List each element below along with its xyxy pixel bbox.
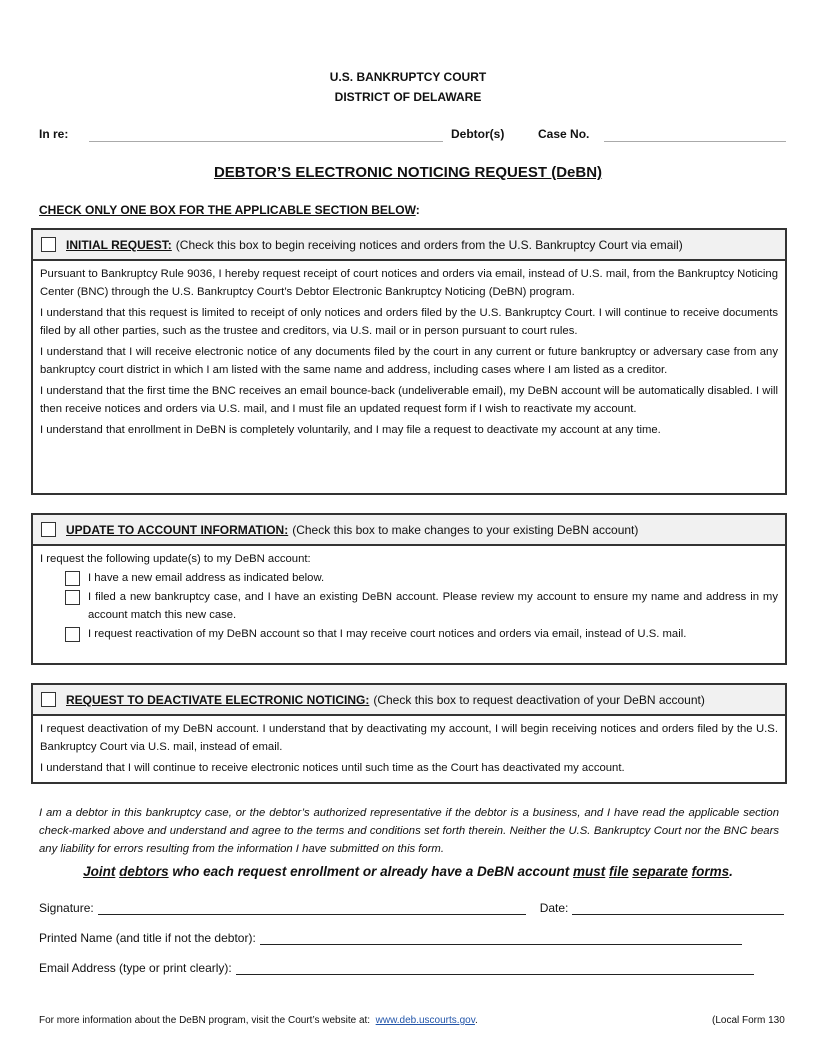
instruction bbox=[39, 203, 420, 217]
instruction-text: CHECK ONLY ONE BOX FOR THE APPLICABLE SECTION BELOW bbox=[39, 203, 416, 217]
deactivate-checkbox[interactable] bbox=[41, 692, 56, 707]
paragraph: I request deactivation of my DeBN account. I understand that by deactivating my account, I will begin receiving notices and orders filed by the U.S. Bankruptcy Court via U.S. mail, instead of email. bbox=[40, 723, 778, 753]
signature-row bbox=[39, 901, 784, 915]
initial-request-checkbox[interactable] bbox=[41, 237, 56, 252]
paragraph: I request the following update(s) to my DeBN account: bbox=[40, 553, 311, 565]
section-body bbox=[33, 716, 785, 786]
certification-text: I am a debtor in this bankruptcy case, or the debtor’s authorized representative if the debtor is a business, and I have read the applicable section check-marked above and understand and agree to the terms and conditions set forth therein. Neither the U.S. Bankruptcy Court nor the BNC bears any liability for errors resulting from the information I have submitted on this form. bbox=[39, 807, 779, 855]
debtors-label: Debtor(s) bbox=[451, 127, 505, 141]
case-no-field[interactable] bbox=[604, 141, 786, 142]
joint-word: file bbox=[609, 864, 629, 879]
court-name: U.S. BANKRUPTCY COURT bbox=[329, 70, 487, 84]
paragraph: Pursuant to Bankruptcy Rule 9036, I hereby request receipt of court notices and orders via email, instead of U.S. mail, from the Bankruptcy Noticing Center (BNC) through the U.S. Bankruptcy Court’s Debtor Electronic Bankruptcy Noticing (DeBN) program. bbox=[40, 268, 778, 298]
section-note: (Check this box to begin receiving notices and orders from the U.S. Bankruptcy Court via email) bbox=[175, 237, 683, 252]
date-field[interactable] bbox=[572, 903, 784, 915]
update-account-checkbox[interactable] bbox=[41, 522, 56, 537]
printed-name-label: Printed Name (and title if not the debtor): bbox=[39, 931, 256, 945]
joint-word: debtors bbox=[119, 864, 169, 879]
signature-label: Signature: bbox=[39, 901, 94, 915]
joint-word: separate bbox=[632, 864, 688, 879]
option-label: I have a new email address as indicated below. bbox=[88, 571, 325, 584]
printed-name-row bbox=[39, 931, 742, 945]
new-case-checkbox[interactable] bbox=[65, 590, 80, 605]
debtor-name-field[interactable] bbox=[89, 141, 443, 142]
footer-text: For more information about the DeBN program, visit the Court’s website at: bbox=[39, 1015, 371, 1026]
instruction-colon: : bbox=[415, 203, 420, 217]
footer-info bbox=[39, 1015, 478, 1026]
section-header bbox=[33, 685, 785, 716]
option-label: I request reactivation of my DeBN account so that I may receive court notices and orders via email, instead of U.S. mail. bbox=[88, 628, 687, 640]
joint-word: Joint bbox=[83, 864, 116, 879]
section-heading: REQUEST TO DEACTIVATE ELECTRONIC NOTICING: bbox=[66, 692, 370, 707]
new-email-checkbox[interactable] bbox=[65, 571, 80, 586]
case-no-label: Case No. bbox=[538, 127, 590, 141]
email-row bbox=[39, 961, 754, 975]
initial-request-section bbox=[31, 228, 787, 495]
printed-name-field[interactable] bbox=[260, 933, 742, 945]
paragraph: I understand that the first time the BNC receives an email bounce-back (undeliverable email), my DeBN account will be automatically disabled. I will then receive notices and orders via U.S. mail, and I must file an updated request form if I wish to reactivate my account. bbox=[40, 385, 778, 415]
paragraph: I understand that I will continue to receive electronic notices until such time as the Court has deactivated my account. bbox=[40, 762, 625, 774]
update-account-section bbox=[31, 513, 787, 665]
email-label: Email Address (type or print clearly): bbox=[39, 961, 232, 975]
date-label: Date: bbox=[539, 901, 569, 915]
section-heading: INITIAL REQUEST: bbox=[66, 237, 172, 252]
district-name: DISTRICT OF DELAWARE bbox=[334, 90, 482, 104]
option-label: I filed a new bankruptcy case, and I have an existing DeBN account. Please review my account to ensure my name and address in my account match this new case. bbox=[88, 591, 778, 621]
joint-text: who each request enrollment or already have a DeBN account bbox=[168, 864, 573, 879]
joint-end: . bbox=[729, 864, 733, 879]
update-option bbox=[40, 626, 778, 644]
email-field[interactable] bbox=[236, 963, 754, 975]
section-body bbox=[33, 546, 785, 650]
update-option bbox=[40, 589, 778, 624]
website-link[interactable]: www.deb.uscourts.gov bbox=[375, 1015, 475, 1026]
section-note: (Check this box to make changes to your existing DeBN account) bbox=[292, 522, 639, 537]
section-header bbox=[33, 515, 785, 546]
in-re-label: In re: bbox=[39, 127, 69, 141]
section-header bbox=[33, 230, 785, 261]
footer-period: . bbox=[474, 1015, 478, 1026]
section-note: (Check this box to request deactivation of your DeBN account) bbox=[373, 692, 705, 707]
joint-word: forms bbox=[691, 864, 730, 879]
joint-word: must bbox=[573, 864, 606, 879]
paragraph: I understand that enrollment in DeBN is completely voluntarily, and I may file a request to deactivate my account at any time. bbox=[40, 424, 661, 436]
update-option bbox=[40, 570, 778, 588]
reactivation-checkbox[interactable] bbox=[65, 627, 80, 642]
section-body bbox=[33, 261, 785, 448]
section-heading: UPDATE TO ACCOUNT INFORMATION: bbox=[66, 522, 289, 537]
signature-field[interactable] bbox=[98, 903, 526, 915]
deactivate-section bbox=[31, 683, 787, 784]
paragraph: I understand that this request is limited to receipt of only notices and orders filed by the U.S. Bankruptcy Court. I will continue to receive documents filed by all other parties, such as the trustee and creditors, via U.S. mail or in person pursuant to court rules. bbox=[40, 307, 778, 337]
form-title: DEBTOR’S ELECTRONIC NOTICING REQUEST (DeBN) bbox=[213, 164, 603, 181]
paragraph: I understand that I will receive electronic notice of any documents filed by the court in any current or future bankruptcy or adversary case from any bankruptcy court district in which I am listed with the same name and address, including cases where I am listed as a creditor. bbox=[40, 346, 778, 376]
joint-debtors-notice bbox=[0, 864, 816, 879]
local-form-number: (Local Form 130 bbox=[712, 1015, 785, 1026]
